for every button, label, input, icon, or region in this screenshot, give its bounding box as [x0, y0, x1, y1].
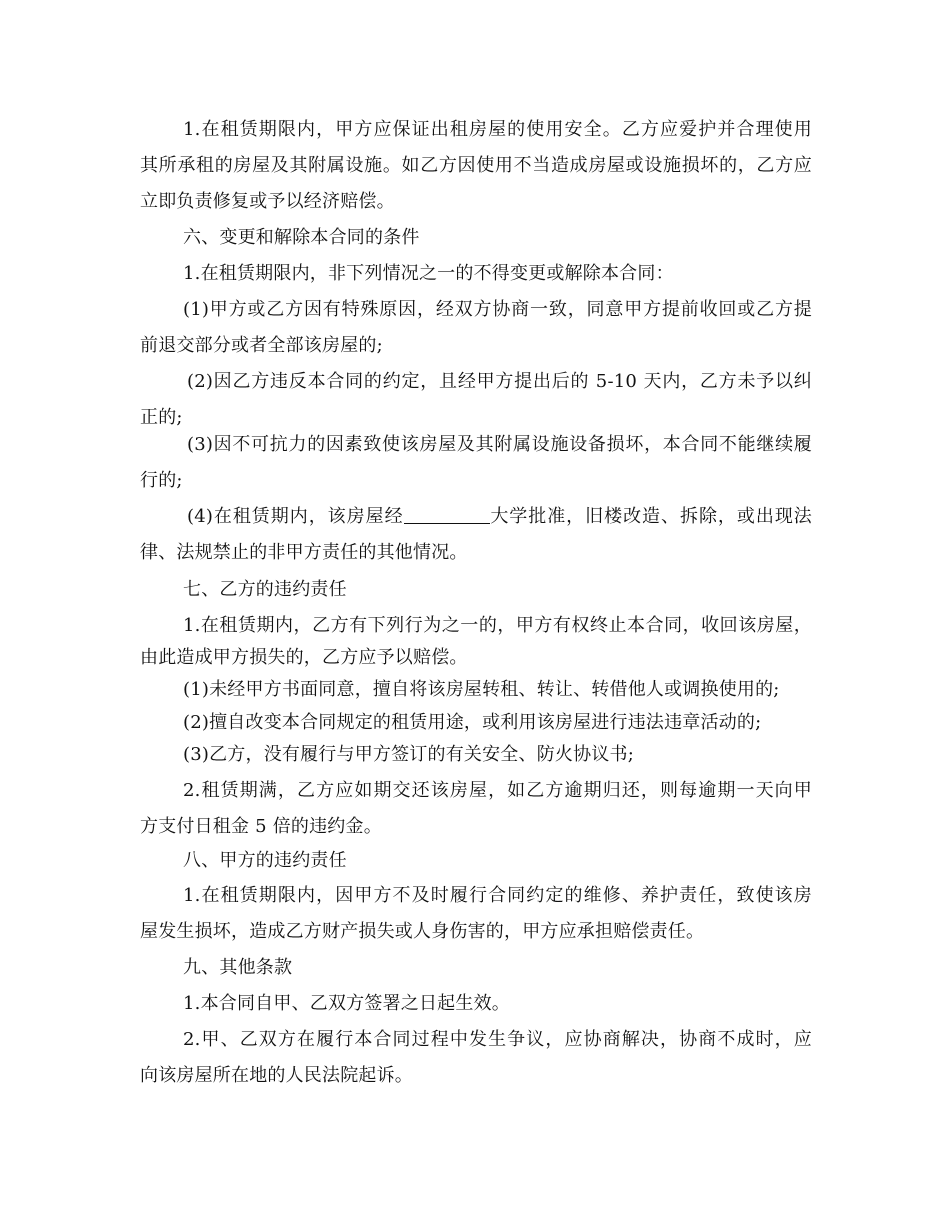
- section-heading: 六、变更和解除本合同的条件: [183, 227, 420, 248]
- paragraph-line: (3)乙方，没有履行与甲方签订的有关安全、防火协议书;: [183, 744, 634, 765]
- paragraph-line: 1.在租赁期内，乙方有下列行为之一的，甲方有权终止本合同，收回该房屋，: [183, 615, 812, 636]
- paragraph-line: 1.本合同自甲、乙双方签署之日起生效。: [183, 993, 510, 1014]
- paragraph-line: 1.在租赁期限内，因甲方不及时履行合同约定的维修、养护责任，致使该房: [183, 885, 812, 906]
- paragraph-line: (2)因乙方违反本合同的约定，且经甲方提出后的 5-10 天内，乙方未予以纠: [187, 371, 812, 392]
- paragraph-line: 2.租赁期满，乙方应如期交还该房屋，如乙方逾期归还，则每逾期一天向甲: [183, 780, 812, 801]
- paragraph-line: (1)甲方或乙方因有特殊原因，经双方协商一致，同意甲方提前收回或乙方提: [183, 299, 812, 320]
- line-segment: (4)在租赁期内，该房屋经: [187, 506, 404, 527]
- paragraph-line: (3)因不可抗力的因素致使该房屋及其附属设施设备损坏，本合同不能继续履: [187, 434, 812, 455]
- paragraph-line: 律、法规禁止的非甲方责任的其他情况。: [140, 542, 468, 563]
- section-heading: 七、乙方的违约责任: [183, 579, 347, 600]
- paragraph-line: 其所承租的房屋及其附属设施。如乙方因使用不当造成房屋或设施损坏的，乙方应: [140, 155, 812, 176]
- paragraph-line: 1.在租赁期限内，非下列情况之一的不得变更或解除本合同：: [183, 263, 674, 284]
- paragraph-line: 屋发生损坏，造成乙方财产损失或人身伤害的，甲方应承担赔偿责任。: [140, 921, 705, 942]
- line-segment: 大学批准，旧楼改造、拆除，或出现法: [489, 506, 812, 527]
- paragraph-line: 1.在租赁期限内，甲方应保证出租房屋的使用安全。乙方应爱护并合理使用: [183, 119, 812, 140]
- paragraph-line: 正的;: [140, 407, 183, 428]
- paragraph-line: 立即负责修复或予以经济赔偿。: [140, 191, 395, 212]
- paragraph-line: (1)未经甲方书面同意，擅自将该房屋转租、转让、转借他人或调换使用的;: [183, 679, 780, 700]
- fill-in-blank: [404, 505, 490, 524]
- paragraph-line: 行的;: [140, 470, 183, 491]
- section-heading: 八、甲方的违约责任: [183, 850, 347, 871]
- paragraph-line: [187, 504, 812, 530]
- paragraph-line: 2.甲、乙双方在履行本合同过程中发生争议，应协商解决，协商不成时，应: [183, 1029, 812, 1050]
- section-heading: 九、其他条款: [183, 957, 293, 978]
- paragraph-line: 前退交部分或者全部该房屋的;: [140, 335, 383, 356]
- paragraph-line: (2)擅自改变本合同规定的租赁用途，或利用该房屋进行违法违章活动的;: [183, 712, 762, 733]
- paragraph-line: 向该房屋所在地的人民法院起诉。: [140, 1065, 413, 1086]
- paragraph-line: 由此造成甲方损失的，乙方应予以赔偿。: [140, 647, 468, 668]
- paragraph-line: 方支付日租金 5 倍的违约金。: [140, 816, 382, 837]
